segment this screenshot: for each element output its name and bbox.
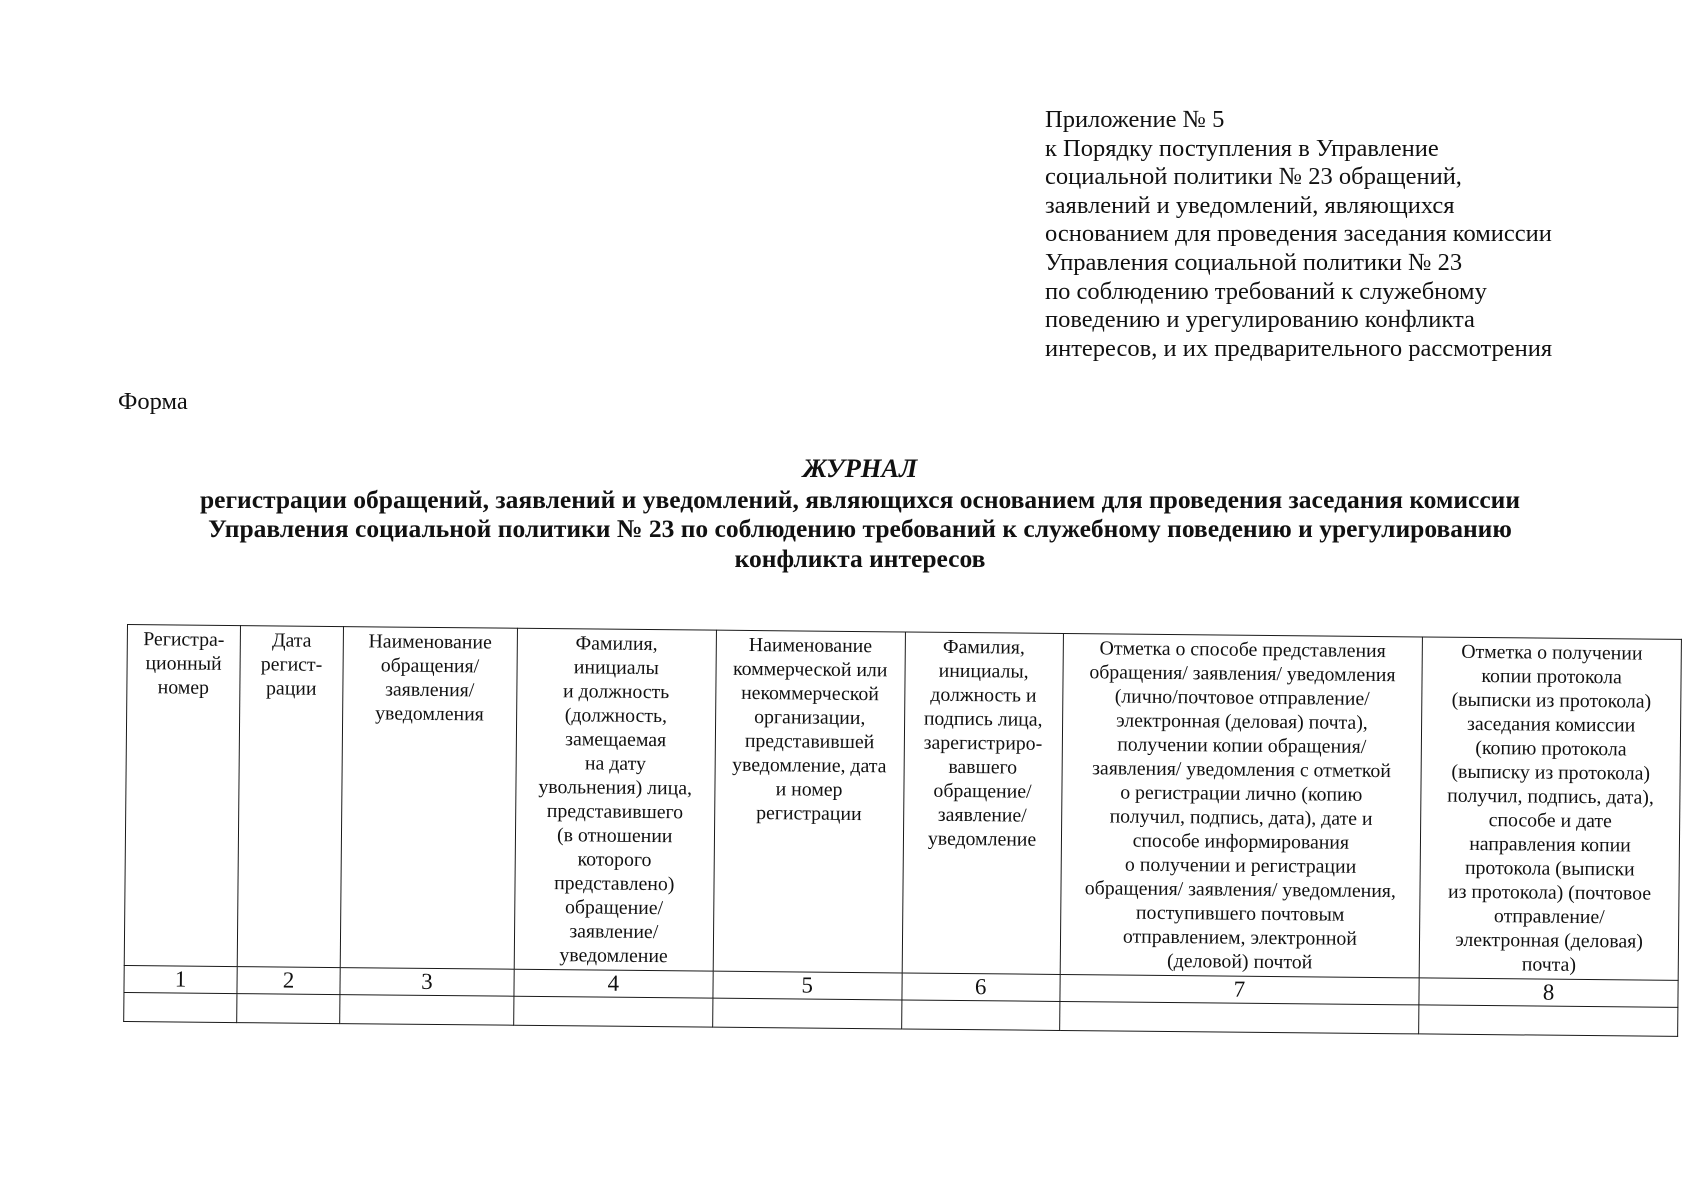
- column-header-text: Дата регист- рации: [260, 629, 323, 700]
- column-header-text: Регистра- ционный номер: [143, 628, 225, 699]
- column-number: 1: [124, 965, 237, 993]
- column-header-text: Фамилия, инициалы и должность (должность, замещаемая на дату увольнения) лица, представившего (в отношении которого представлено) обращение/ заявление/ уведомление: [538, 632, 693, 968]
- column-header: [713, 630, 905, 973]
- column-header: [1060, 633, 1423, 977]
- table-header-row: [124, 625, 1681, 981]
- journal-subtitle-line: Управления социальной политики № 23 по соблюдению требований к служебному поведению и урегулированию: [208, 514, 1512, 543]
- table-cell: [901, 1000, 1059, 1031]
- table-cell: [237, 994, 340, 1024]
- column-number: 4: [514, 969, 713, 998]
- column-header: [124, 625, 240, 967]
- column-header: [514, 628, 716, 971]
- table-cell: [1059, 1001, 1419, 1033]
- table-cell: [1419, 1005, 1678, 1036]
- appendix-line: интересов, и их предварительного рассмотрения: [1045, 334, 1553, 362]
- appendix-block: [1045, 106, 1665, 363]
- form-label: Форма: [118, 388, 188, 415]
- journal-title: [100, 454, 1620, 573]
- column-header-text: Отметка о способе представления обращения/ заявления/ уведомления (лично/почтовое отправление/ электронная (деловая) почта), получении копии обращения/ заявления/ уведомления с отметкой о регистрации лично (копию получил, подпись, дата), дате и способе информирования о получении и регистрации обращения/ заявления/ уведомления, поступившего почтовым отправлением, электронной (деловой) почтой: [1084, 637, 1397, 974]
- appendix-line: по соблюдению требований к служебному: [1045, 277, 1487, 305]
- column-number: 6: [902, 973, 1060, 1002]
- appendix-line: Приложение № 5: [1045, 106, 1225, 133]
- table-cell: [340, 995, 514, 1026]
- journal-subtitle-line: конфликта интересов: [734, 543, 986, 573]
- appendix-line: Управления социальной политики № 23: [1045, 248, 1463, 276]
- table-cell: [513, 996, 712, 1027]
- column-header: [237, 626, 343, 968]
- table-cell: [712, 998, 901, 1029]
- column-number: 8: [1419, 978, 1678, 1007]
- column-header-text: Наименование коммерческой или некоммерческой организации, представившей уведомление, дата и номер регистрации: [732, 633, 888, 826]
- journal-table: [123, 624, 1682, 1037]
- appendix-line: социальной политики № 23 обращений,: [1045, 163, 1462, 191]
- appendix-line: заявлений и уведомлений, являющихся: [1045, 191, 1455, 219]
- appendix-line: поведению и урегулированию конфликта: [1045, 306, 1475, 334]
- journal-subtitle-line: регистрации обращений, заявлений и уведомлений, являющихся основанием для проведения заседания комиссии: [199, 484, 1521, 514]
- appendix-line: основанием для проведения заседания комиссии: [1045, 220, 1552, 248]
- column-header-text: Фамилия, инициалы, должность и подпись лица, зарегистриро- вавшего обращение/ заявление/ уведомление: [923, 635, 1043, 851]
- column-number: 5: [713, 971, 902, 1000]
- table-cell: [124, 992, 237, 1022]
- column-header: [1419, 637, 1681, 980]
- journal-heading: ЖУРНАЛ: [802, 453, 918, 483]
- column-number: 7: [1059, 974, 1419, 1004]
- column-header: [902, 632, 1063, 975]
- column-number: 2: [237, 967, 340, 995]
- column-header-text: Наименование обращения/ заявления/ уведомления: [368, 630, 492, 726]
- column-header: [340, 627, 517, 970]
- appendix-line: к Порядку поступления в Управление: [1045, 134, 1439, 162]
- column-number: 3: [340, 968, 514, 997]
- column-header-text: Отметка о получении копии протокола (выписки из протокола) заседания комиссии (копию протокола (выписку из протокола) получил, подпись, дата), способе и дате направления копии протокола (выписки из протокола) (почтовое отправление/ электронная (деловая) почта): [1447, 640, 1654, 976]
